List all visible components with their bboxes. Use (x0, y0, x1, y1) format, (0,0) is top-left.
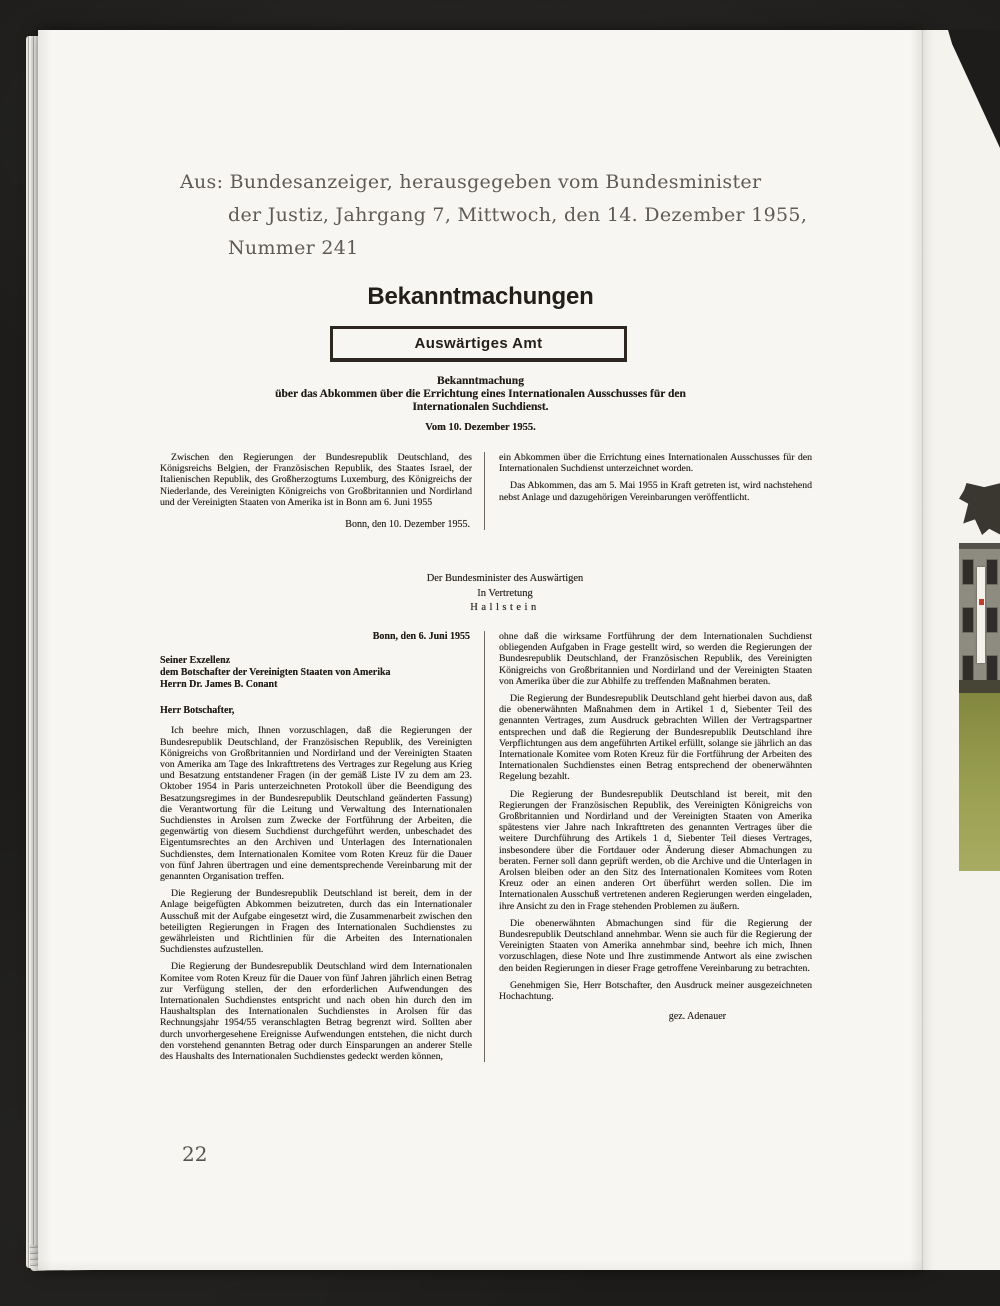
window (962, 559, 974, 585)
letter-paragraph: Die Regierung der Bundesrepublik Deutschland ist bereit, mit den Regierungen der Französischen Republik, des Vereinigten Königreichs von Großbritannien und Nordirland und der Vereinigten Staaten von Amerika spätestens vier Jahre nach Inkrafttreten des genannten Vertrages über die weitere Durchführung des Artikels 1 d, Siebenter Teil dieses Vertrages, insbesondere über die Fortdauer oder Änderung dieser Abmachungen zu beraten. Ferner soll dann geprüft werden, ob die Archive und die Unterlagen in Arolsen bleiben oder an den Sitz des Internationalen Komitees vom Roten Kreuz oder an einen anderen Ort überführt werden sollen. Die im Internationalen Ausschuß vertretenen anderen Regierungen werden eingeladen, ihre Ansicht zu den in Frage stehenden Problemen zu äußern. (499, 788, 812, 912)
window (962, 655, 974, 681)
window (962, 607, 974, 633)
intro-left-column (160, 452, 472, 530)
red-cross-mark (979, 599, 984, 605)
window (986, 559, 998, 585)
page-number: 22 (182, 1142, 208, 1166)
source-header-line2: der Justiz, Jahrgang 7, Mittwoch, den 14. Dezember 1955, (228, 204, 808, 226)
agency-box-label: Auswärtiges Amt (414, 335, 543, 352)
minister-name: Hallstein (470, 602, 540, 613)
red-cross-banner (977, 567, 985, 663)
announcement-heading (158, 375, 803, 414)
letter-paragraph: Die obenerwähnten Abmachungen sind für die Regierung der Bundesrepublik Deutschland annehmbar. Wenn sie auch für die Regierung der Vereinigten Staaten von Amerika annehmbar sind, beehre ich mich, Ihnen vorzuschlagen, diese Note und Ihre zustimmende Antwort als eine zwischen den beiden Regierungen in dieser Frage getroffene Vereinbarung zu betrachten. (499, 917, 812, 974)
page-title: Bekanntmachungen (367, 283, 594, 310)
minister-title: Der Bundesminister des Auswärtigen (426, 573, 584, 584)
letter-paragraph: ohne daß die wirksame Fortführung der dem Internationalen Suchdienst obliegenden Aufgaben in Frage gestellt wird, so werden die Regierungen der Bundesrepublik Deutschland, der Französischen Republik, des Vereinigten Königreichs von Großbritannien und Nordirland und der Vereinigten Staaten von Amerika über die zur Abhilfe zu treffenden Maßnahmen beraten. (499, 631, 812, 687)
document-page (38, 30, 922, 1270)
adjacent-page-edge (922, 30, 1000, 1270)
announcement-date: Vom 10. Dezember 1955. (425, 422, 536, 433)
minister-signature-block (340, 572, 670, 616)
intro-paragraph: ein Abkommen über die Errichtung eines Internationalen Ausschusses für den Internationalen Suchdienst unterzeichnet worden. (499, 452, 812, 475)
recipient-line: dem Botschafter der Vereinigten Staaten von Amerika (160, 667, 391, 679)
letter-columns (160, 631, 812, 1062)
source-header-line3: Nummer 241 (228, 237, 359, 259)
letter-date: Bonn, den 6. Juni 1955 (372, 631, 470, 642)
intro-paragraph: Das Abkommen, das am 5. Mai 1955 in Kraft getreten ist, wird nachstehend nebst Anlage und dazugehörigen Vereinbarungen veröffentlicht. (499, 480, 812, 503)
intro-columns (160, 452, 812, 530)
lawn-area (959, 693, 1000, 871)
source-header-line1: Aus: Bundesanzeiger, herausgegeben vom Bundesminister (180, 171, 762, 193)
letter-paragraph: Die Regierung der Bundesrepublik Deutschland ist bereit, dem in der Anlage beigefügten Abkommen beizutreten, durch das ein Internationaler Ausschuß mit der Aufgabe eingesetzt wird, die Zusammenarbeit zwischen den beteiligten Regierungen in Fragen des Internationalen Suchdienstes zu gewährleisten und Richtlinien für die Arbeiten des Internationalen Suchdienstes aufzustellen. (160, 888, 472, 956)
shrubs (959, 680, 1000, 693)
letter-right-column (484, 631, 812, 1062)
intro-paragraph: Zwischen den Regierungen der Bundesrepublik Deutschland, des Königsreichs Belgien, der Französischen Republik, des Staates Israel, der Italienischen Republik, des Großherzogtums Luxemburg, des Königreichs der Niederlande, des Vereinigten Königreichs von Großbritannien und Nordirland und der Vereinigten Staaten von Amerika ist in Bonn am 6. Juni 1955 (160, 452, 472, 508)
letter-paragraph: Die Regierung der Bundesrepublik Deutschland geht hierbei davon aus, daß die obenerwähnten Maßnahmen dem in Artikel 1 d, Siebenter Teil des genannten Vertrages, zum Ausdruck gebrachten Willen der Vertragspartner entsprechen und daß die Regierung der Bundesrepublik Deutschland ihre Verpflichtungen aus dem angeführten Artikel erfüllt, solange sie jährlich an das Internationale Komitee vom Roten Kreuz für die Fortführung der Arbeiten des Internationalen Suchdienstes einen Betrag entsprechend der obenerwähnten Regelung bezahlt. (499, 693, 812, 783)
letter-recipient (160, 655, 472, 691)
minister-representation: In Vertretung (477, 587, 533, 599)
building-photo-fragment (959, 483, 1000, 871)
recipient-line: Seiner Exzellenz (160, 655, 231, 667)
recipient-line: Herrn Dr. James B. Conant (160, 679, 278, 691)
letter-closing: Genehmigen Sie, Herr Botschafter, den Ausdruck meiner ausgezeichneten Hochachtung. (499, 979, 812, 1003)
letter-salutation: Herr Botschafter, (160, 705, 235, 717)
letter-paragraph: Die Regierung der Bundesrepublik Deutschland wird dem Internationalen Komitee vom Roten Kreuz für die Dauer von fünf Jahren jährlich einen Betrag zur Verfügung stellen, der den erforderlichen Aufwendungen des Internationalen Suchdienstes entspricht und nach oben hin durch den im Haushaltsplan des Internationalen Suchdienstes in Arolsen für das Rechnungsjahr 1954/55 veranschlagten Betrag begrenzt wird. Sollten aber durch unvorhergesehene Ereignisse Aufwendungen entstehen, die nicht durch den vorstehend genannten Betrag oder durch Einsparungen an anderer Stelle des Haushalts des Internationalen Suchdienstes gedeckt werden können, (160, 961, 472, 1063)
letter-left-column (160, 631, 472, 1062)
foliage-shape (959, 483, 1000, 535)
letter-paragraph: Ich beehre mich, Ihnen vorzuschlagen, daß die Regierungen der Bundesrepublik Deutschland, der Französischen Republik, des Vereinigten Königreichs von Großbritannien und Nordirland und der Vereinigten Staaten von Amerika am Tage des Inkrafttretens des Vertrages zur Regelung aus Krieg und Besatzung entstandener Fragen (in der gemäß Liste IV zu dem am 23. Oktober 1954 in Paris unterzeichneten Protokoll über die Beendigung des Besatzungsregimes in der Bundesrepublik Deutschland geänderten Fassung) die Verantwortung für die Leitung und Verwaltung des Internationalen Suchdienstes in Arolsen zum Zwecke der Fortführung der Arbeiten, die gegenwärtig von diesem Suchdienst durchgeführt werden, unbeschadet des Eigentumsrechtes an den Archiven und Unterlagen des Internationalen Suchdienstes, dem Internationalen Komitee vom Roten Kreuz für die Dauer von fünf Jahren übertragen und eine dementsprechende Vereinbarung mit der genannten Organisation treffen. (160, 725, 472, 883)
intro-place-date: Bonn, den 10. Dezember 1955. (345, 519, 470, 531)
letter-signature: gez. Adenauer (668, 1011, 726, 1023)
source-header (180, 166, 820, 265)
intro-right-column (484, 452, 812, 530)
building-facade (959, 543, 1000, 693)
window (986, 655, 998, 681)
announcement-heading-line1: Bekanntmachung (437, 375, 524, 387)
agency-box (330, 326, 627, 361)
announcement-heading-line2: über das Abkommen über die Errichtung eines Internationalen Ausschusses für den (275, 388, 686, 400)
window (986, 607, 998, 633)
announcement-heading-line3: Internationalen Suchdienst. (412, 401, 549, 413)
roofline (959, 543, 1000, 549)
